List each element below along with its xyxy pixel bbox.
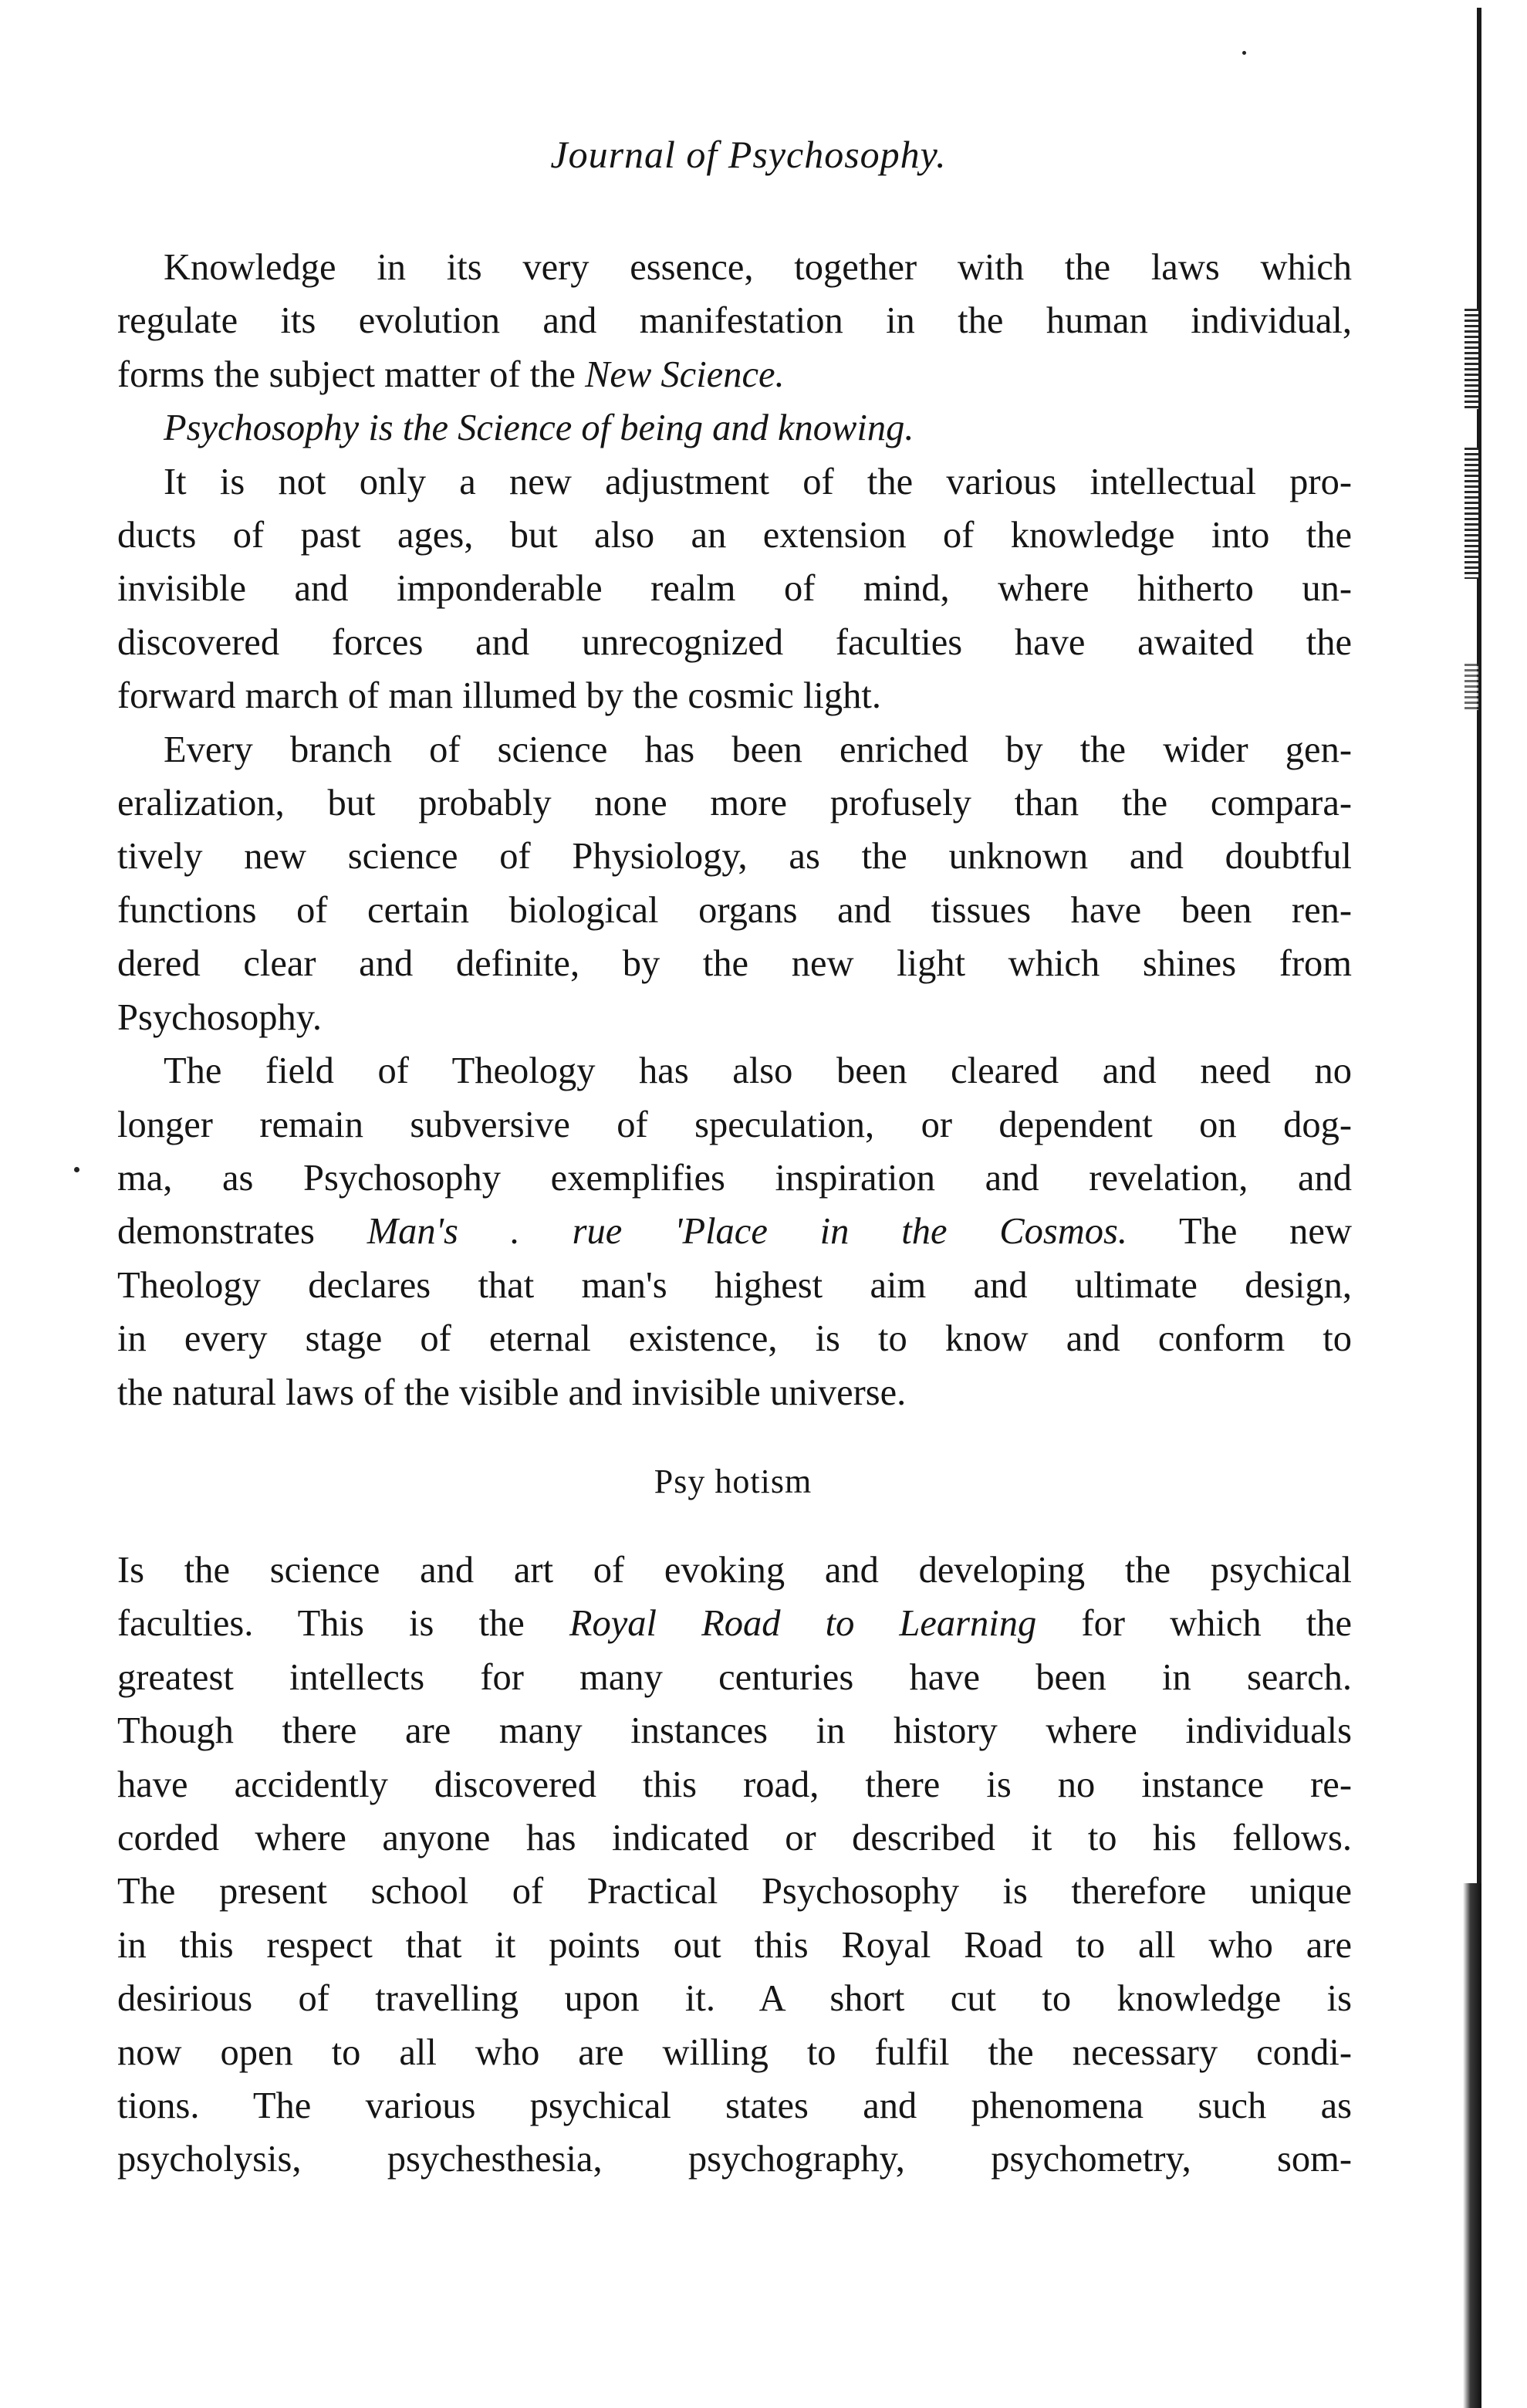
text-line: Psychosophy. (117, 996, 322, 1038)
text-line: dered clear and definite, by the new light which shines from (117, 943, 1352, 985)
text-line: the natural laws of the visible and invisible universe. (117, 1371, 907, 1413)
text-line (117, 348, 1352, 401)
text-line: tions. The various psychical states and phenomena such as (117, 2085, 1352, 2127)
text-line: discovered forces and unrecognized faculties have awaited the (117, 621, 1352, 663)
paragraph (117, 723, 1352, 1044)
text-run: forms the subject matter of the (117, 353, 586, 395)
text-line: Though there are many instances in history where individuals (117, 1710, 1352, 1752)
text-line: It is not only a new adjustment of the various intellectual pro- (164, 461, 1352, 502)
section-one-body (117, 241, 1352, 1419)
section-two-body (117, 1544, 1352, 2186)
binding-scuff (1465, 309, 1478, 409)
text-line: forward march of man illumed by the cosmic light. (117, 675, 881, 717)
text-line: Knowledge in its very essence, together with the laws which (164, 247, 1352, 288)
paragraph (117, 241, 1352, 401)
text-line: Theology declares that man's highest aim and ultimate design, (117, 1264, 1352, 1306)
text-run: faculties. This is the (117, 1603, 569, 1645)
text-line: The present school of Practical Psychosophy is therefore unique (117, 1871, 1352, 1913)
binding-shadow (1463, 1883, 1481, 2408)
paragraph (117, 455, 1352, 723)
italic-term: New Science. (585, 353, 785, 395)
text-line: Is the science and art of evoking and developing the psychical (117, 1550, 1352, 1591)
text-line: Every branch of science has been enriched by the wider gen- (164, 729, 1352, 770)
text-line: in every stage of eternal existence, is to know and conform to (117, 1318, 1352, 1360)
paragraph (117, 401, 1352, 455)
italic-definition: Psychosophy is the Science of being and knowing. (164, 408, 914, 449)
text-run: The new (1127, 1211, 1352, 1253)
text-line (117, 401, 1352, 455)
text-line: functions of certain biological organs and tissues have been ren- (117, 889, 1352, 931)
text-line (117, 1597, 1352, 1650)
text-line: invisible and imponderable realm of mind, where hitherto un- (117, 568, 1352, 610)
text-line: longer remain subversive of speculation, or dependent on dog- (117, 1104, 1352, 1145)
text-line (117, 1205, 1352, 1258)
italic-phrase: Royal Road to Learning (569, 1603, 1037, 1645)
binding-scuff (1465, 664, 1478, 710)
text-line: have accidently discovered this road, there is no instance re- (117, 1764, 1352, 1805)
paragraph (117, 1044, 1352, 1419)
text-line: ma, as Psychosophy exemplifies inspiration and revelation, and (117, 1157, 1352, 1199)
text-line: regulate its evolution and manifestation in the human individual, (117, 300, 1352, 342)
text-line: desirious of travelling upon it. A short cut to knowledge is (117, 1978, 1352, 2020)
text-line: psycholysis, psychesthesia, psychography, psychometry, som- (117, 2139, 1352, 2180)
scan-speck (74, 1167, 79, 1172)
text-line: eralization, but probably none more profusely than the compara- (117, 783, 1352, 824)
text-line: now open to all who are willing to fulfil the necessary condi- (117, 2031, 1352, 2073)
paragraph (117, 1544, 1352, 2186)
italic-phrase: Man's . rue 'Place in the Cosmos. (367, 1211, 1128, 1253)
text-run: demonstrates (117, 1211, 367, 1253)
text-line: corded where anyone has indicated or described it to his fellows. (117, 1818, 1352, 1859)
text-line: tively new science of Physiology, as the unknown and doubtful (117, 836, 1352, 878)
section-heading: Psy hotism (654, 1463, 812, 1500)
text-line: ducts of past ages, but also an extension of knowledge into the (117, 515, 1352, 556)
running-header: Journal of Psychosophy. (550, 133, 947, 176)
scan-speck (1242, 51, 1246, 55)
binding-scuff (1465, 448, 1478, 579)
text-line: The field of Theology has also been cleared and need no (164, 1050, 1352, 1092)
text-run: for which the (1036, 1603, 1352, 1645)
text-line: greatest intellects for many centuries have been in search. (117, 1656, 1352, 1698)
text-line: in this respect that it points out this Royal Road to all who are (117, 1924, 1352, 1966)
